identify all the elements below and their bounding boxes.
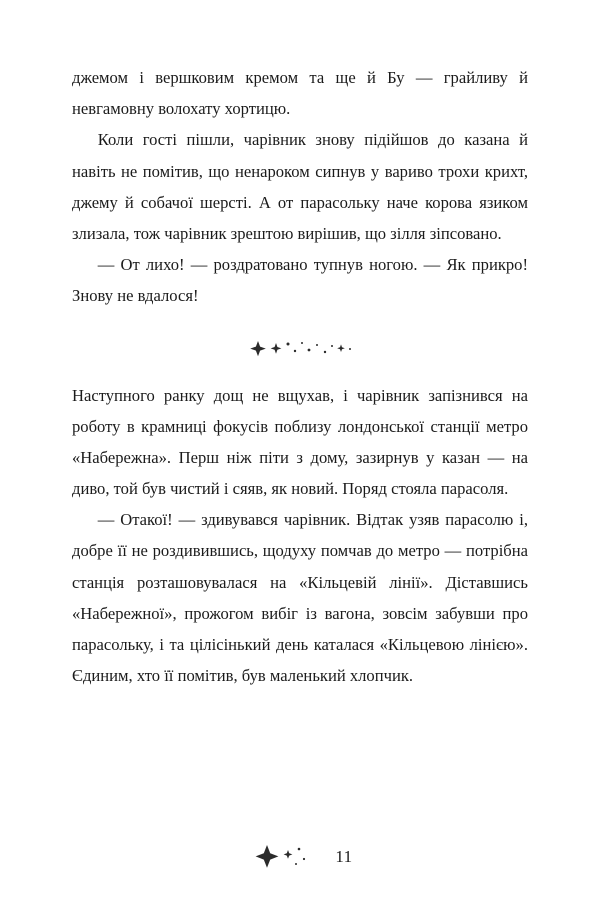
paragraph: — От лихо! — роздратовано тупнув ногою. — Як прикро! Знову не вдалося! xyxy=(72,255,528,306)
star-sparkle-ornament xyxy=(247,837,329,877)
paragraph: Коли гості пішли, чарівник знову підійшов до казана й навіть не помітив, що ненароком сипнув у вариво трохи крихт, джему й собачої шерсті. А от парасольку наче корова язиком злизала, тож чарівник зрештою вирішив, що зілля зіпсовано. xyxy=(72,130,528,243)
paragraph: джемом і вершковим кремом та ще й Бу — грайливу й невгамовну волохату хортицю. xyxy=(72,68,528,119)
stars-sparkle-ornament xyxy=(72,326,528,372)
paragraph: Наступного ранку дощ не вщухав, і чарівник запізнився на роботу в крамниці фокусів поблизу лондонської станції метро «Набережна». Перш ніж піти з дому, зазирнув у казан — на диво, той був чистий і сяяв, як новий. Поряд стояла парасоля. xyxy=(72,385,528,499)
page-number: 11 xyxy=(335,847,353,866)
page-body xyxy=(72,62,528,691)
paragraph: — Отакої! — здивувався чарівник. Відтак узяв парасолю і, добре її не роздивившись, щодуху помчав до метро — потрібна станція розташовувалася на «Кільцевій лінії». Діставшись «Набережної», прожогом вибіг із вагона, зовсім забувши про парасольку, і та цілісінький день каталася «Кільцевою лінією». Єдиним, хто її помітив, був маленький хлопчик. xyxy=(72,510,528,686)
page-footer xyxy=(0,837,600,877)
